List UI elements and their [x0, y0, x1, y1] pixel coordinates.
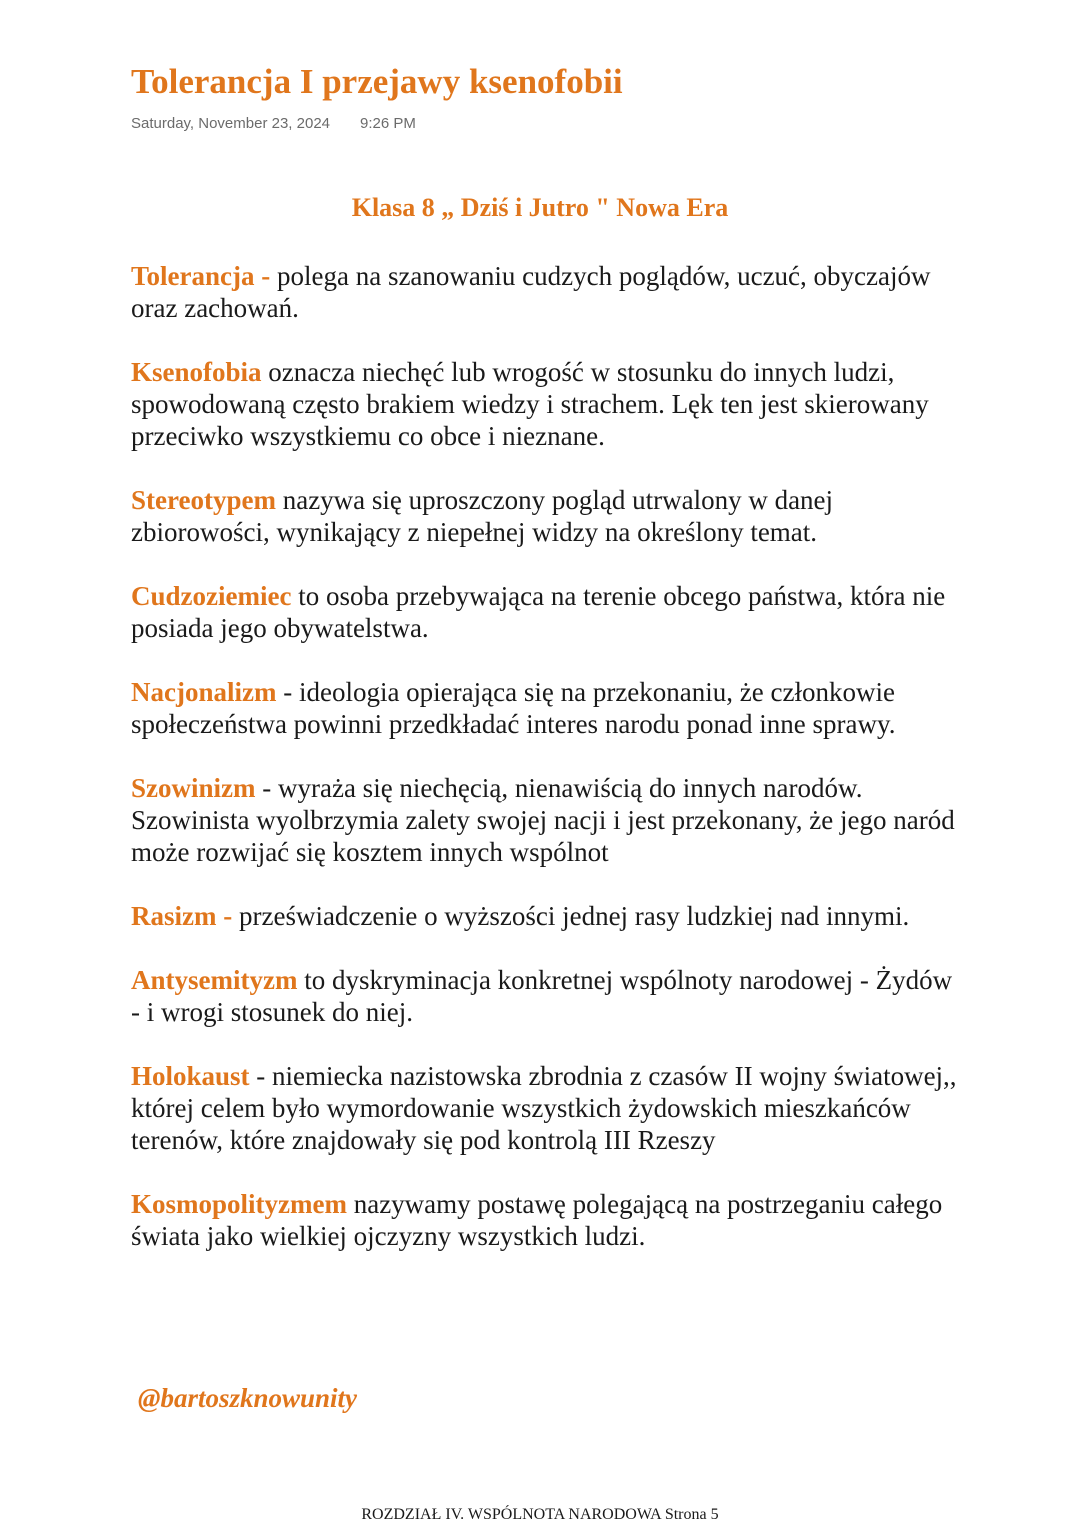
page-time: 9:26 PM	[360, 115, 416, 132]
definition-term: Kosmopolityzmem	[131, 1189, 347, 1219]
page-metadata	[131, 115, 416, 132]
definition-ksenofobia	[131, 356, 961, 452]
definition-text: nazywa się uproszczony pogląd utrwalony w danej zbiorowości, wynikający z niepełnej widzy na określony temat.	[131, 485, 834, 547]
definition-text: - niemiecka nazistowska zbrodnia z czasów II wojny światowej,, której celem było wymordowanie wszystkich żydowskich mieszkańców terenów, które znajdowały się pod kontrolą III Rzeszy	[131, 1061, 957, 1155]
definition-kosmopolityzm	[131, 1188, 961, 1252]
definition-stereotyp	[131, 484, 961, 548]
definition-text: to dyskryminacja konkretnej wspólnoty narodowej - Żydów - i wrogi stosunek do niej.	[131, 965, 953, 1027]
definition-text: oznacza niechęć lub wrogość w stosunku do innych ludzi, spowodowaną często brakiem wiedzy i strachem. Lęk ten jest skierowany przeciwko wszystkiemu co obce i nieznane.	[131, 357, 929, 451]
definition-cudzoziemiec	[131, 580, 961, 644]
page-title: Tolerancja I przejawy ksenofobii	[131, 62, 623, 101]
definition-term: Tolerancja -	[131, 261, 271, 291]
definition-text: polega na szanowaniu cudzych poglądów, uczuć, obyczajów oraz zachowań.	[131, 261, 931, 323]
definition-antysemityzm	[131, 964, 961, 1028]
page-footer: ROZDZIAŁ IV. WSPÓLNOTA NARODOWA Strona 5	[361, 1506, 719, 1523]
definition-text: to osoba przebywająca na terenie obcego państwa, która nie posiada jego obywatelstwa.	[131, 581, 946, 643]
definition-rasizm	[131, 900, 961, 932]
author-handle: @bartoszknowunity	[138, 1383, 358, 1413]
definition-text: nazywamy postawę polegającą na postrzeganiu całego świata jako wielkiej ojczyzny wszystkich ludzi.	[131, 1189, 943, 1251]
definition-list	[131, 260, 961, 1284]
definition-text: - ideologia opierająca się na przekonaniu, że członkowie społeczeństwa powinni przedkładać interes narodu ponad inne sprawy.	[131, 677, 896, 739]
definition-term: Rasizm -	[131, 901, 233, 931]
definition-tolerancja	[131, 260, 961, 324]
page-date: Saturday, November 23, 2024	[131, 115, 331, 132]
definition-holokaust	[131, 1060, 961, 1156]
definition-term: Antysemityzm	[131, 965, 298, 995]
definition-term: Ksenofobia	[131, 357, 262, 387]
document-subtitle: Klasa 8 „ Dziś i Jutro " Nowa Era	[351, 193, 729, 222]
definition-nacjonalizm	[131, 676, 961, 740]
definition-term: Holokaust	[131, 1061, 250, 1091]
definition-szowinizm	[131, 772, 961, 868]
definition-text: - wyraża się niechęcią, nienawiścią do innych narodów. Szowinista wyolbrzymia zalety swojej nacji i jest przekonany, że jego naród może rozwijać się kosztem innych wspólnot	[131, 773, 955, 867]
definition-term: Nacjonalizm	[131, 677, 277, 707]
definition-term: Cudzoziemiec	[131, 581, 292, 611]
definition-term: Stereotypem	[131, 485, 276, 515]
definition-text: przeświadczenie o wyższości jednej rasy ludzkiej nad innymi.	[232, 901, 910, 931]
definition-term: Szowinizm	[131, 773, 256, 803]
